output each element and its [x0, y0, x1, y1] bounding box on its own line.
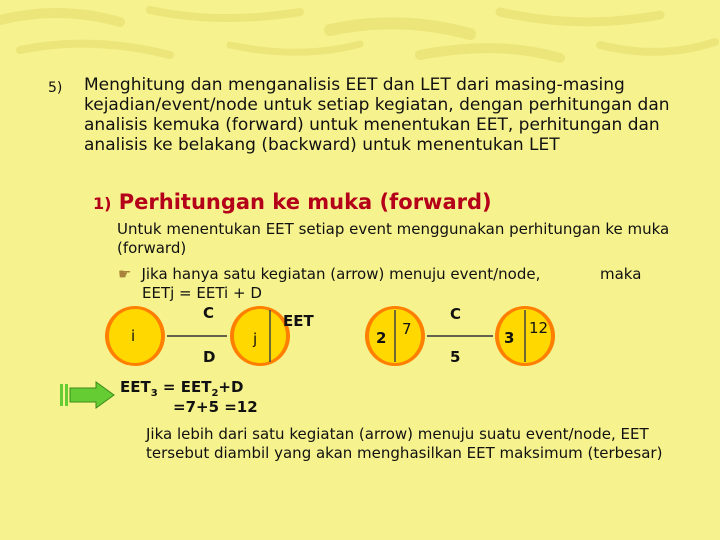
- result-line-2: =7+5 =12: [173, 398, 258, 416]
- duration-d-left: D: [203, 348, 216, 366]
- bullet-text: Jika hanya satu kegiatan (arrow) menuju event/node,: [141, 265, 541, 283]
- subsection-number: 1): [93, 194, 112, 213]
- result-sub-2: 2: [211, 388, 219, 399]
- intro-paragraph: Untuk menentukan EET setiap event menggunakan perhitungan ke muka (forward): [117, 220, 670, 257]
- node-2-label: 2: [376, 329, 387, 347]
- node-2-eet: 7: [402, 320, 412, 338]
- subsection-title: Perhitungan ke muka (forward): [118, 190, 492, 214]
- item-text: Menghitung dan menganalisis EET dan LET dari masing-masing kejadian/event/node untuk setiap kegiatan, dengan perhitungan dan analisis kemuka (forward) untuk menentukan EET, perhitungan dan analisis ke belakang (backward) untuk menentukan LET: [84, 75, 670, 155]
- node-i-label: i: [131, 327, 136, 345]
- activity-c-left: C: [203, 304, 215, 322]
- formula: EETj = EETi + D: [142, 284, 262, 302]
- result-plus-d: +D: [218, 378, 244, 396]
- result-line-1: [120, 378, 243, 399]
- bullet-item: [118, 265, 678, 284]
- network-diagram: [105, 300, 585, 378]
- green-arrow-icon: [60, 381, 116, 409]
- bullet-tail: maka: [600, 265, 642, 283]
- subsection-heading: [93, 190, 492, 214]
- result-sub-3: 3: [150, 388, 158, 399]
- result-eet3: EET: [120, 378, 151, 396]
- duration-5: 5: [450, 348, 461, 366]
- node-j-label: j: [253, 330, 258, 348]
- node-3-label: 3: [504, 329, 515, 347]
- eet-label: EET: [283, 312, 314, 330]
- item-number: 5): [48, 80, 63, 96]
- result-eet2: = EET: [157, 378, 212, 396]
- node-3-eet: 12: [529, 319, 549, 337]
- pointing-hand-icon: ☛: [118, 265, 132, 283]
- closing-paragraph: Jika lebih dari satu kegiatan (arrow) menuju suatu event/node, EET tersebut diambil yang akan menghasilkan EET maksimum (terbesar): [146, 425, 663, 462]
- activity-c-right: C: [450, 305, 462, 323]
- decorative-brush-strokes: [0, 0, 720, 70]
